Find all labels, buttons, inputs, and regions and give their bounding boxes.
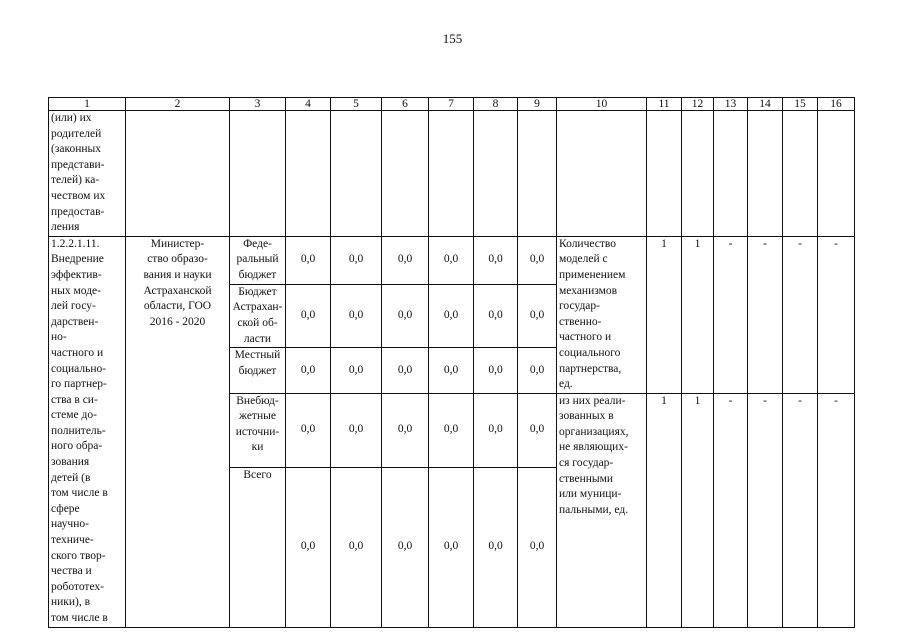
header-cell: 8 <box>474 98 518 111</box>
indicator-value: - <box>818 236 855 393</box>
header-cell: 1 <box>49 98 126 111</box>
header-cell: 10 <box>557 98 647 111</box>
header-cell: 9 <box>518 98 557 111</box>
value-cell: 0,0 <box>518 236 557 284</box>
header-cell: 16 <box>818 98 855 111</box>
value-cell: 0,0 <box>286 284 331 348</box>
indicator-value: 1 <box>682 393 714 627</box>
executor: Министер- ство образо- вания и науки Астраханской области, ГОО 2016 - 2020 <box>126 236 230 627</box>
header-cell: 2 <box>126 98 230 111</box>
funding-source: Всего <box>230 467 286 627</box>
funding-source: Местный бюджет <box>230 348 286 393</box>
value-cell: 0,0 <box>474 393 518 467</box>
indicator-value: - <box>783 393 818 627</box>
value-cell: 0,0 <box>331 393 382 467</box>
indicator-value: 1 <box>647 236 682 393</box>
indicator-value: - <box>714 393 748 627</box>
value-cell: 0,0 <box>331 348 382 393</box>
indicator-value: - <box>818 393 855 627</box>
table-row <box>49 236 855 284</box>
header-cell: 15 <box>783 98 818 111</box>
value-cell: 0,0 <box>429 467 474 627</box>
value-cell: 0,0 <box>429 236 474 284</box>
indicator-value: - <box>714 236 748 393</box>
header-cell: 7 <box>429 98 474 111</box>
value-cell: 0,0 <box>382 348 429 393</box>
indicator-text: Количество моделей с применением механизмов государ- ственно- частного и социального партнерства, ед. <box>557 236 647 393</box>
header-cell: 4 <box>286 98 331 111</box>
value-cell: 0,0 <box>331 467 382 627</box>
value-cell: 0,0 <box>474 236 518 284</box>
value-cell: 0,0 <box>518 284 557 348</box>
value-cell: 0,0 <box>518 467 557 627</box>
measure-name: 1.2.2.1.11. Внедрение эффектив- ных моде- лей госу- дарствен- но- частного и социально- го партнер- ства в си- стеме до- полнитель- ного обра- зования детей (в том числе в сфере научно- техниче- ского твор- чества и робототех- ники), в том числе в <box>49 236 126 627</box>
value-cell: 0,0 <box>382 467 429 627</box>
value-cell: 0,0 <box>286 467 331 627</box>
header-cell: 5 <box>331 98 382 111</box>
value-cell: 0,0 <box>331 284 382 348</box>
header-cell: 3 <box>230 98 286 111</box>
value-cell: 0,0 <box>429 284 474 348</box>
continuation-row <box>49 111 855 237</box>
indicator-value: - <box>748 236 783 393</box>
header-cell: 12 <box>682 98 714 111</box>
value-cell: 0,0 <box>286 348 331 393</box>
value-cell: 0,0 <box>382 284 429 348</box>
value-cell: 0,0 <box>331 236 382 284</box>
value-cell: 0,0 <box>518 348 557 393</box>
header-cell: 14 <box>748 98 783 111</box>
header-cell: 11 <box>647 98 682 111</box>
page-number: 155 <box>442 31 463 46</box>
value-cell: 0,0 <box>429 393 474 467</box>
program-table <box>48 97 855 628</box>
indicator-value: - <box>783 236 818 393</box>
value-cell: 0,0 <box>518 393 557 467</box>
continuation-text: (или) их родителей (законных представи- телей) ка- чеством их предостав- ления <box>49 111 126 237</box>
value-cell: 0,0 <box>474 467 518 627</box>
funding-source: Внебюд- жетные источни- ки <box>230 393 286 467</box>
indicator-text: из них реали- зованных в организациях, не являющих- ся государ- ственными или муници- пальными, ед. <box>557 393 647 627</box>
header-cell: 13 <box>714 98 748 111</box>
value-cell: 0,0 <box>429 348 474 393</box>
value-cell: 0,0 <box>382 393 429 467</box>
value-cell: 0,0 <box>474 348 518 393</box>
value-cell: 0,0 <box>286 236 331 284</box>
indicator-value: - <box>748 393 783 627</box>
value-cell: 0,0 <box>474 284 518 348</box>
indicator-value: 1 <box>682 236 714 393</box>
funding-source: Бюджет Астрахан- ской об- ласти <box>230 284 286 348</box>
header-cell: 6 <box>382 98 429 111</box>
indicator-value: 1 <box>647 393 682 627</box>
value-cell: 0,0 <box>382 236 429 284</box>
funding-source: Феде- ральный бюджет <box>230 236 286 284</box>
value-cell: 0,0 <box>286 393 331 467</box>
header-row <box>49 98 855 111</box>
